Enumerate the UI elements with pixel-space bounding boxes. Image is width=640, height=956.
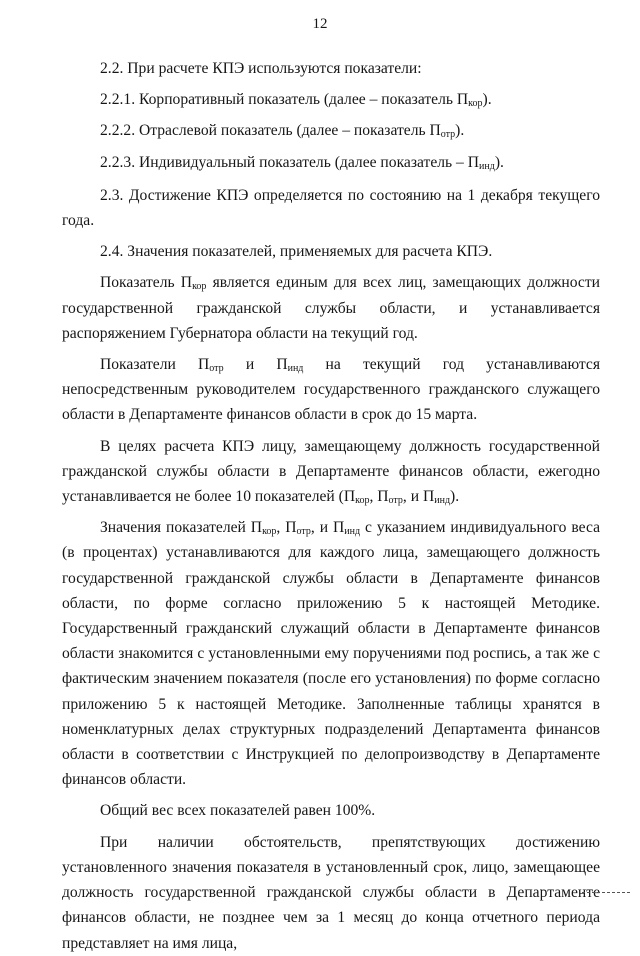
- document-body: [62, 56, 600, 956]
- paragraph-indicator-limit: В целях расчета КПЭ лицу, замещающему должность государственной гражданской службы области в Департаменте финансов области, ежегодно устанавливается не более 10 показателей ($П_{кор}$, $П_{отр}$, и $П_{инд}$).: [62, 437, 600, 507]
- section-2-2: 2.2. При расчете КПЭ используются показатели:: [100, 60, 422, 77]
- section-2-2-1: 2.2.1. Корпоративный показатель (далее – показатель $П_{кор}$).: [100, 91, 492, 110]
- page-number: 12: [312, 16, 328, 32]
- paragraph-obstacles: При наличии обстоятельств, препятствующих достижению установленного значения показателя в установленный срок, лицо, замещающее должность государственной гражданской службы области в Департаменте финансов области, не позднее чем за 1 месяц до конца отчетного периода представляет на имя лица,: [62, 833, 600, 952]
- paragraph-total-weight: Общий вес всех показателей равен 100%.: [100, 802, 376, 820]
- section-2-2-2: 2.2.2. Отраслевой показатель (далее – показатель $П_{отр}$).: [100, 122, 465, 141]
- section-2-3-line2: года.: [62, 212, 95, 230]
- section-2-4: 2.4. Значения показателей, применяемых для расчета КПЭ.: [100, 243, 493, 261]
- paragraph-otr-ind-indicators: Показатели $П_{отр}$ и $П_{инд}$ на текущий год устанавливаются непосредственным руководителем государственного гражданского служащего области в Департаменте финансов области в срок до 15 марта.: [62, 356, 600, 424]
- section-2-3: [62, 183, 600, 233]
- section-2-2-3: 2.2.3. Индивидуальный показатель (далее показатель – $П_{инд}$).: [100, 153, 504, 172]
- section-2-3-line1: 2.3. Достижение КПЭ определяется по состоянию на 1 декабря текущего: [100, 186, 600, 204]
- paragraph-indicator-values: Значения показателей $П_{кор}$, $П_{отр}$, и $П_{инд}$ с указанием индивидуального веса (в процентах) устанавливаются для каждого лица, замещающего должность государственной гражданской службы области в Департаменте финансов области, по форме согласно приложению 5 к настоящей Методике. Государственный гражданский служащий области в Департаменте финансов области знакомится с установленными ему поручениями под роспись, а так же с фактическим значением показателя (после его установления) по форме согласно приложению 5 к настоящей Методике. Заполненные таблицы хранятся в номенклатурных делах структурных подразделений Департамента финансов области в соответствии с Инструкцией по делопроизводству в Департаменте финансов области.: [62, 519, 600, 789]
- paragraph-kor-indicator: Показатель $П_{кор}$ является единым для всех лиц, замещающих должности государственной гражданской службы области, и устанавливается распоряжением Губернатора области на текущий год.: [62, 274, 600, 342]
- page-edge-mark: [582, 892, 630, 893]
